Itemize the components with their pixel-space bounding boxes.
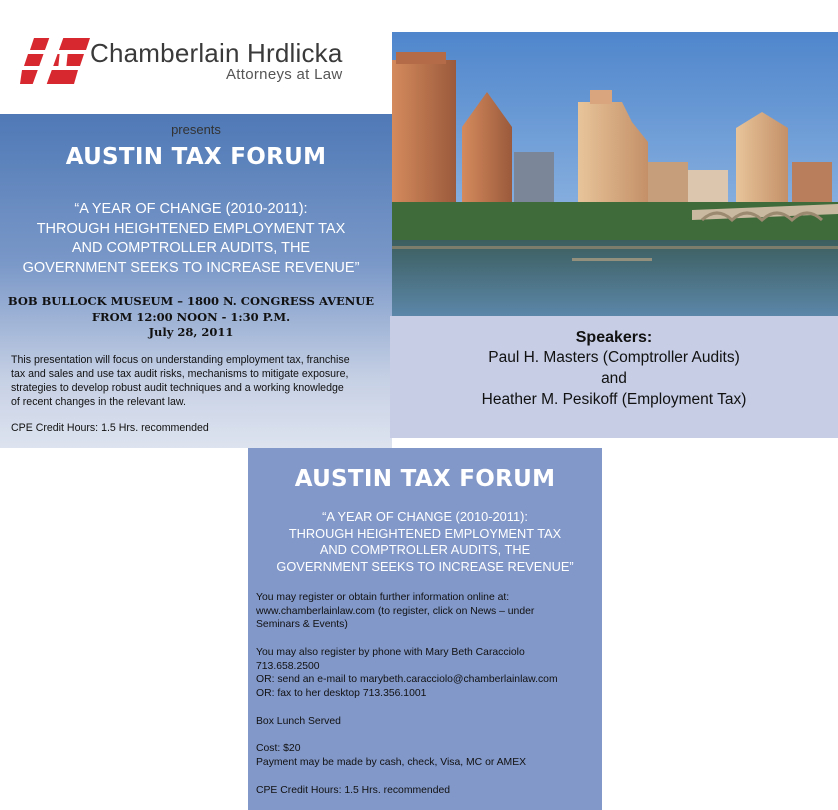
speakers-heading: Speakers: — [575, 329, 653, 346]
subtitle-line: THROUGH HEIGHTENED EMPLOYMENT TAX — [36, 220, 346, 237]
fax-number: OR: fax to her desktop 713.356.1001 — [256, 688, 427, 700]
speakers-panel — [390, 316, 838, 438]
subtitle-line: GOVERNMENT SEEKS TO INCREASE REVENUE” — [276, 558, 574, 574]
firm-name: Chamberlain Hrdlicka — [90, 38, 343, 68]
description-line: strategies to develop robust audit techniques and a working knowledge — [11, 382, 344, 394]
website-link[interactable]: www.chamberlainlaw.com (to register, click on News – under — [256, 605, 535, 617]
presents-label: presents — [171, 122, 221, 137]
austin-skyline-photo — [392, 32, 838, 316]
subtitle-line: “A YEAR OF CHANGE (2010-2011): — [322, 509, 528, 524]
forum-title: AUSTIN TAX FORUM — [65, 144, 327, 170]
info-line: Seminars & Events) — [256, 619, 348, 631]
cost-info — [256, 742, 596, 769]
event-description — [11, 353, 381, 409]
description-line: tax and sales and use tax audit risks, mechanisms to mitigate exposure, — [11, 368, 349, 380]
subtitle-line: GOVERNMENT SEEKS TO INCREASE REVENUE” — [22, 259, 360, 276]
firm-logo — [20, 36, 370, 88]
registration-panel — [248, 448, 602, 810]
cpe-credit-text: CPE Credit Hours: 1.5 Hrs. recommended — [256, 785, 451, 796]
cost-text: Cost: $20 — [256, 743, 301, 754]
phone-number: 713.658.2500 — [256, 660, 320, 672]
phone-registration-info — [256, 646, 596, 701]
description-line: of recent changes in the relevant law. — [11, 396, 186, 408]
subtitle-line: “A YEAR OF CHANGE (2010-2011): — [74, 201, 308, 217]
subtitle-line: AND COMPTROLLER AUDITS, THE — [71, 240, 311, 256]
speaker-1: Paul H. Masters (Comptroller Audits) — [488, 349, 740, 366]
forum-title: AUSTIN TAX FORUM — [294, 466, 556, 492]
event-info-panel — [0, 114, 392, 448]
speaker-joiner: and — [601, 370, 627, 387]
skyline-image — [392, 32, 838, 316]
info-line: You may register or obtain further information online at: — [256, 592, 510, 603]
event-location: BOB BULLOCK MUSEUM – 1800 N. CONGRESS AVENUE — [7, 294, 375, 308]
info-line: You may also register by phone with Mary Beth Caracciolo — [256, 647, 525, 658]
event-date: July 28, 2011 — [148, 325, 234, 339]
payment-text: Payment may be made by cash, check, Visa, MC or AMEX — [256, 756, 527, 768]
law-firm-logo-mark-icon — [20, 36, 92, 86]
firm-tagline: Attorneys at Law — [226, 66, 343, 83]
cpe-credit-text: CPE Credit Hours: 1.5 Hrs. recommended — [11, 422, 209, 434]
event-details — [0, 294, 382, 341]
online-registration-info — [256, 591, 596, 632]
email-link[interactable]: OR: send an e-mail to marybeth.caracciolo@chamberlainlaw.com — [256, 674, 558, 686]
lunch-note: Box Lunch Served — [256, 716, 341, 727]
forum-subtitle — [0, 200, 382, 278]
speaker-2: Heather M. Pesikoff (Employment Tax) — [481, 391, 747, 408]
forum-subtitle — [248, 509, 602, 575]
subtitle-line: THROUGH HEIGHTENED EMPLOYMENT TAX — [288, 525, 562, 541]
subtitle-line: AND COMPTROLLER AUDITS, THE — [319, 542, 531, 557]
event-time: FROM 12:00 NOON - 1:30 P.M. — [91, 309, 291, 324]
description-line: This presentation will focus on understanding employment tax, franchise — [11, 354, 350, 366]
